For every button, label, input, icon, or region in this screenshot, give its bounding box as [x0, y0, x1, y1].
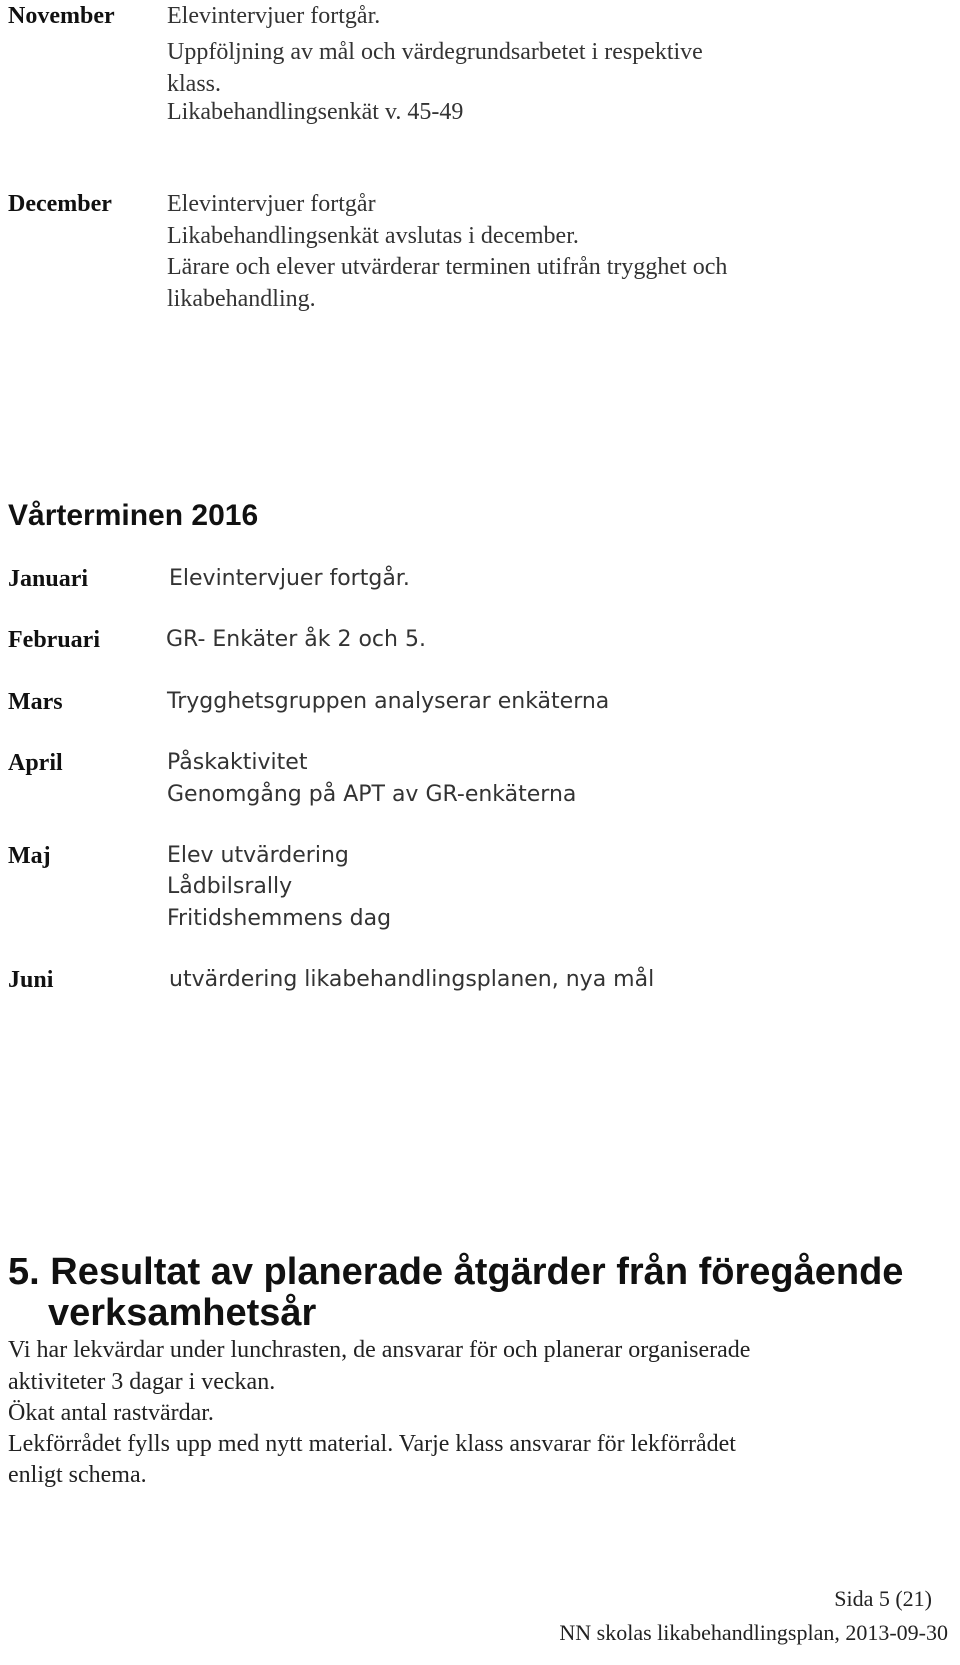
december-line-1: Elevintervjuer fortgår: [167, 191, 376, 217]
month-maj: Maj: [8, 843, 51, 869]
december-line-2: Likabehandlingsenkät avslutas i december.: [167, 223, 579, 249]
maj-line-2: Lådbilsrally: [167, 874, 293, 899]
november-line-3: klass.: [167, 71, 221, 97]
month-december: December: [8, 191, 112, 217]
januari-text: Elevintervjuer fortgår.: [169, 566, 410, 591]
section-5-heading-line-2: verksamhetsår: [48, 1292, 317, 1334]
document-footer: NN skolas likabehandlingsplan, 2013-09-30: [559, 1620, 948, 1645]
section-5-line-4: Lekförrådet fylls upp med nytt material. Varje klass ansvarar för lekförrådet: [8, 1431, 736, 1457]
december-line-4: likabehandling.: [167, 286, 316, 312]
februari-text: GR- Enkäter åk 2 och 5.: [166, 627, 426, 652]
juni-text: utvärdering likabehandlingsplanen, nya mål: [169, 967, 655, 992]
maj-line-3: Fritidshemmens dag: [167, 906, 392, 931]
section-5-line-5: enligt schema.: [8, 1462, 147, 1488]
page-number: Sida 5 (21): [834, 1586, 932, 1611]
month-april: April: [8, 750, 63, 776]
month-februari: Februari: [8, 627, 100, 653]
april-line-2: Genomgång på APT av GR-enkäterna: [167, 782, 577, 807]
section-5-heading-line-1: 5. Resultat av planerade åtgärder från föregående: [8, 1251, 904, 1293]
maj-line-1: Elev utvärdering: [167, 843, 349, 868]
november-line-1: Elevintervjuer fortgår.: [167, 3, 381, 29]
month-mars: Mars: [8, 689, 63, 715]
spring-heading: Vårterminen 2016: [8, 499, 259, 532]
mars-text: Trygghetsgruppen analyserar enkäterna: [167, 689, 610, 714]
november-line-2: Uppföljning av mål och värdegrundsarbetet i respektive: [167, 39, 703, 65]
november-line-4: Likabehandlingsenkät v. 45-49: [167, 99, 464, 125]
section-5-line-1: Vi har lekvärdar under lunchrasten, de ansvarar för och planerar organiserade: [8, 1337, 751, 1363]
december-line-3: Lärare och elever utvärderar terminen utifrån trygghet och: [167, 254, 728, 280]
month-november: November: [8, 3, 115, 29]
section-5-line-3: Ökat antal rastvärdar.: [8, 1400, 214, 1426]
month-januari: Januari: [8, 566, 89, 592]
month-juni: Juni: [8, 967, 54, 993]
april-line-1: Påskaktivitet: [167, 750, 308, 775]
section-5-line-2: aktiviteter 3 dagar i veckan.: [8, 1369, 276, 1395]
